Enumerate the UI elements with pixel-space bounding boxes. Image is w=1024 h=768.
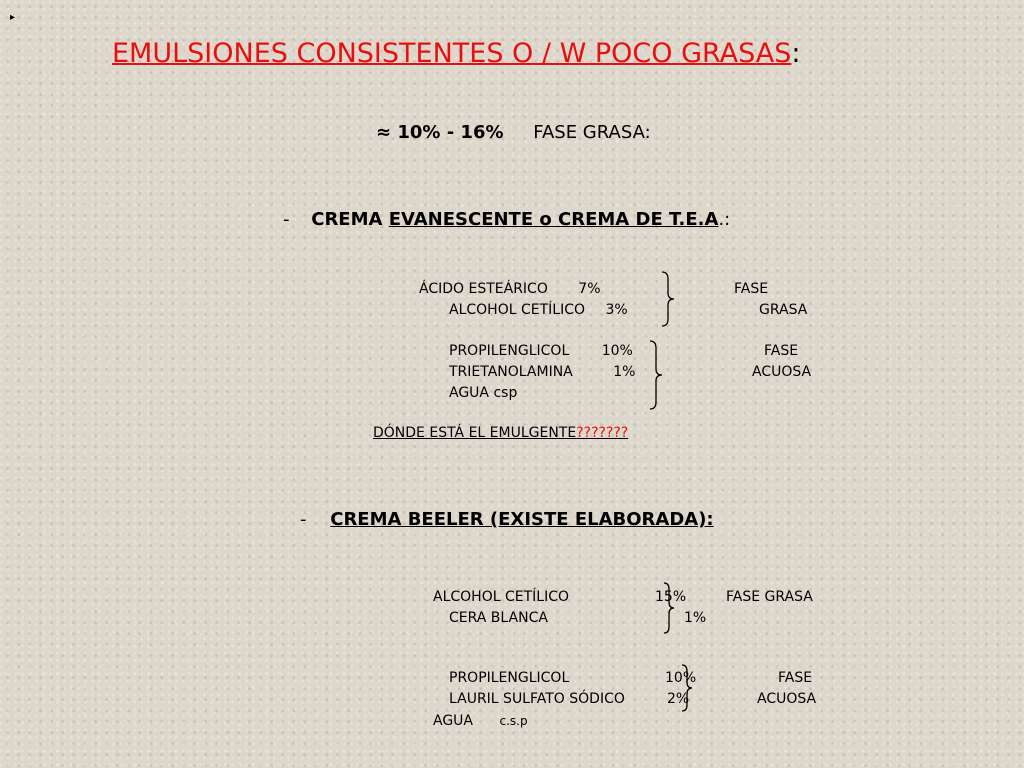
s2-aq-row-3 [433, 713, 528, 729]
s1-fat-row-1 [419, 281, 601, 297]
s2-aq-label-1: FASE [778, 670, 813, 686]
ingredient-name: ÁCIDO ESTEÁRICO [419, 281, 548, 297]
s1-aq-brace-icon [648, 340, 664, 410]
section2-name: CREMA BEELER (EXISTE ELABORADA): [330, 509, 714, 530]
question-text: DÓNDE ESTÁ EL EMULGENTE [373, 425, 577, 441]
fat-phase-range: ≈ 10% - 16% [376, 122, 504, 143]
section2-heading [300, 509, 714, 530]
s2-fat-label: FASE GRASA [726, 589, 813, 605]
s2-fat-amount-1: 15% [655, 589, 687, 605]
s1-aq-label-1: FASE [764, 343, 799, 359]
ingredient-name: ALCOHOL CETÍLICO [449, 302, 585, 318]
s2-aq-amount-2: 2% [667, 691, 690, 707]
section1-suffix: .: [718, 209, 731, 230]
ingredient-amount: 3% [605, 302, 628, 318]
ingredient-name: AGUA csp [449, 385, 518, 401]
title-text: EMULSIONES CONSISTENTES O / W POCO GRASAS [112, 38, 792, 69]
s1-fat-row-2 [449, 302, 628, 318]
ingredient-amount: c.s.p [499, 714, 528, 728]
s1-fat-label-2: GRASA [759, 302, 808, 318]
emulgent-question [373, 425, 628, 441]
fat-phase-range-line [376, 122, 651, 143]
s1-fat-label-1: FASE [734, 281, 769, 297]
ingredient-name: ALCOHOL CETÍLICO [433, 589, 569, 605]
s2-fat-brace-icon [662, 582, 676, 634]
ingredient-name: AGUA [433, 713, 474, 729]
ingredient-name: PROPILENGLICOL [449, 343, 570, 359]
ingredient-name: TRIETANOLAMINA [449, 364, 573, 380]
ingredient-name: LAURIL SULFATO SÓDICO [449, 691, 625, 707]
s1-aq-row-3 [449, 385, 517, 401]
fat-phase-label: FASE GRASA: [533, 122, 651, 143]
s2-fat-row-2 [449, 610, 548, 626]
title-colon: : [791, 38, 801, 69]
s2-aq-label-2: ACUOSA [757, 691, 817, 707]
ingredient-amount: 1% [613, 364, 636, 380]
s1-aq-row-2 [449, 364, 635, 380]
s2-aq-row-2 [449, 691, 625, 707]
s2-fat-row-1 [433, 589, 569, 605]
s2-aq-row-1 [449, 670, 569, 686]
s1-fat-brace-icon [660, 271, 676, 327]
s1-aq-label-2: ACUOSA [752, 364, 812, 380]
slide-bullet-icon: ▸ [10, 12, 16, 23]
slide-title [112, 38, 801, 69]
s2-aq-amount-1: 10% [665, 670, 697, 686]
ingredient-name: PROPILENGLICOL [449, 670, 570, 686]
section1-name: EVANESCENTE o CREMA DE T.E.A [388, 209, 719, 230]
ingredient-amount: 10% [601, 343, 633, 359]
section1-heading [283, 209, 730, 230]
section1-prefix: CREMA [311, 209, 389, 230]
ingredient-name: CERA BLANCA [449, 610, 548, 626]
s2-aq-brace-icon [680, 664, 694, 712]
s1-aq-row-1 [449, 343, 633, 359]
section2-dash: - [300, 509, 307, 530]
question-marks: ??????? [576, 425, 629, 441]
s2-fat-amount-2: 1% [684, 610, 707, 626]
ingredient-amount: 7% [578, 281, 601, 297]
section1-dash: - [283, 209, 290, 230]
